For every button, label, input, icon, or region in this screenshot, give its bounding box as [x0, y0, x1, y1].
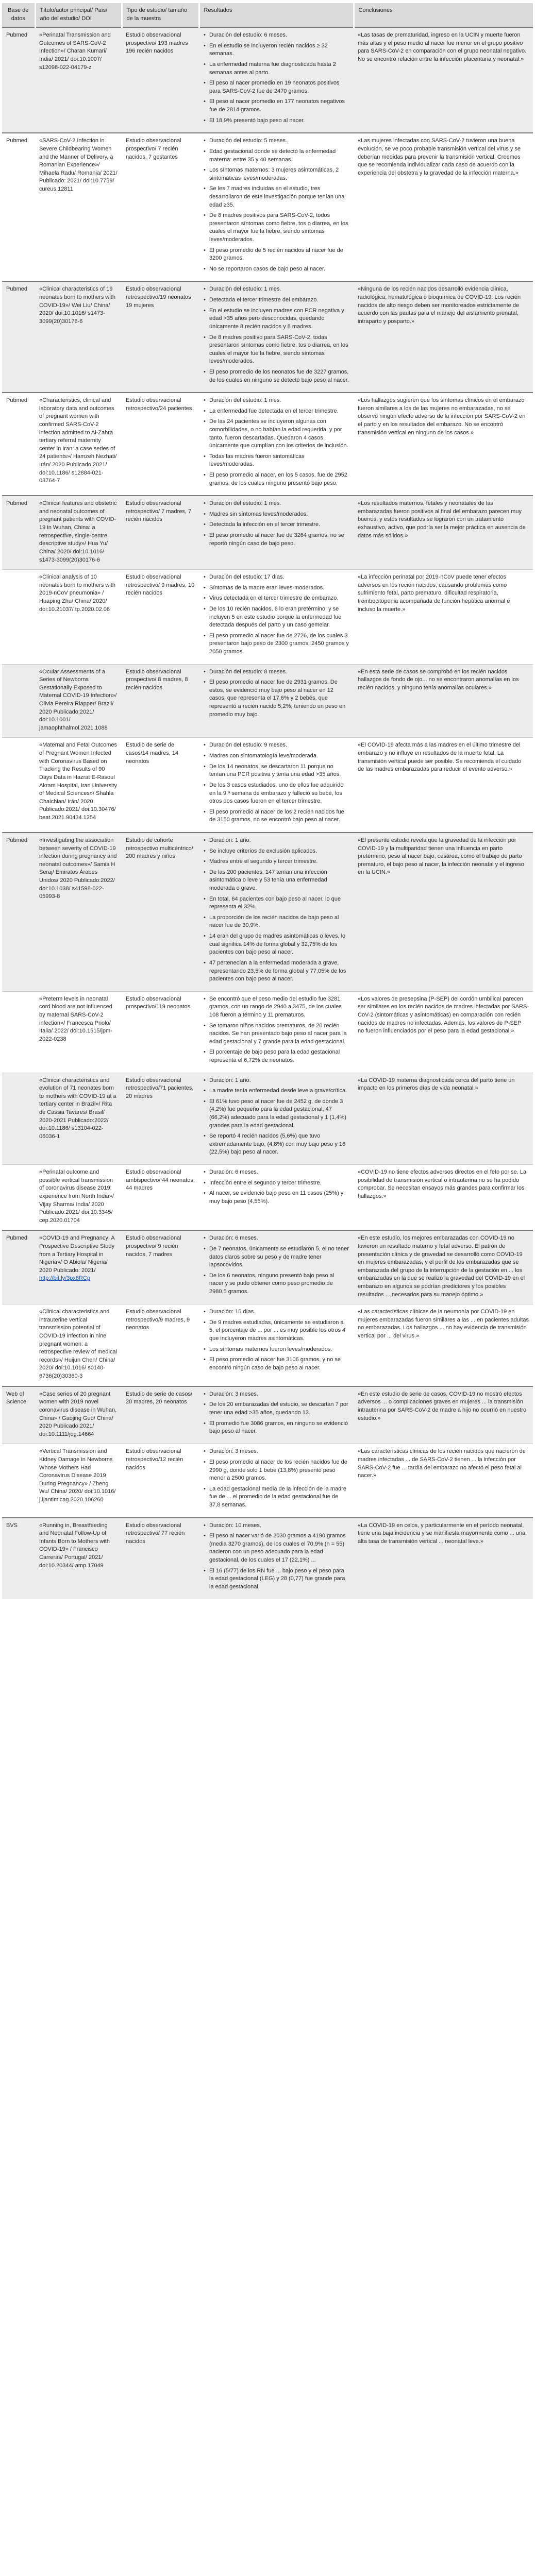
- title-link[interactable]: http://bit.ly/3px8RCp: [39, 1275, 91, 1282]
- table-row: [2, 1444, 533, 1518]
- cell-title: [35, 833, 122, 991]
- result-item: • El peso promedio al nacer fue de 2931 gramos. De estos, se evidenció muy bajo peso al nacer en 12 casos, que representa el 17,6% y 2 bebés, que representó a recién nacido 5,2%, teniendo un peso en promedio muy bajo.: [203, 679, 349, 719]
- table-row: [2, 833, 533, 991]
- title-text: «Vertical Transmission and Kidney Damage in Newborns Whose Mothers Had Coronavirus Disease 2019 During Pregnancy» / Zheng Wu/ China/ 2020/ doi:10.1016/ j.ijantimicag.2020.106260: [39, 1448, 116, 1503]
- cell-study-type: Estudio observacional retrospectivo/9 madres, 9 neonatos: [122, 1304, 199, 1386]
- result-item: • Duración del estudio: 17 días.: [203, 573, 349, 582]
- cell-study-type: Estudio de serie de casos/14 madres, 14 neonatos: [122, 738, 199, 833]
- title-text: «Preterm levels in neonatal cord blood are not influenced by maternal SARS-CoV-2 infection»/ Francesca Priolo/ Italia/ 2022/ doi:10.1515/jpm-2022-0238: [39, 995, 112, 1042]
- cell-title: [35, 570, 122, 664]
- table-row: [2, 738, 533, 833]
- result-item: • Se incluye criterios de exclusión aplicados.: [203, 848, 349, 856]
- result-item: • De 8 madres positivo para SARS-CoV-2, todas presentaron síntomas como fiebre, tos o diarrea, en los cuales el mayor fue la fiebre, siendo síntomas leves/moderados.: [203, 334, 349, 366]
- result-item: • Madres entre el segundo y tercer trimestre.: [203, 858, 349, 866]
- title-text: «Investigating the association between severity of COVID-19 infection during pregnancy and neonatal outcomes»/ Samia H Seraj/ Emiratos Árabes Unidos/ 2020 Publicado:2022/ doi:10.1038/ s41598-022-05993-8: [39, 837, 117, 900]
- cell-conclusions: [354, 1073, 533, 1164]
- cell-results: [199, 1304, 354, 1386]
- cell-database: Pubmed: [2, 833, 35, 991]
- result-item: • El promedio fue 3086 gramos, en ninguno se evidenció bajo peso al nacer.: [203, 1420, 349, 1436]
- result-item: • El peso promedio al nacer de los recién nacidos fue de 2990 g, donde solo 1 bebé (13,8%) presentó peso menor a 2500 gramos.: [203, 1459, 349, 1483]
- results-list: [203, 1168, 349, 1206]
- cell-database: [2, 991, 35, 1073]
- conclusion-text: «Los hallazgos sugieren que los síntomas clínicos en el embarazo fueron similares a los de las mujeres no embarazadas, no se observó ningún efecto adverso de la infección por SARS-CoV-2 en el parto y en los resultados del embarazo. No se encontró transmisión vertical en ninguno de los casos.»: [358, 397, 526, 436]
- results-list: [203, 1077, 349, 1157]
- cell-study-type: Estudio observacional retrospectivo/ 77 recién nacidos: [122, 1518, 199, 1599]
- cell-database: Pubmed: [2, 281, 35, 393]
- table-row: [2, 393, 533, 496]
- cell-conclusions: [354, 570, 533, 664]
- result-item: • De los 20 embarazadas del estudio, se descartan 7 por tener una edad >35 años, quedando 13.: [203, 1401, 349, 1417]
- result-item: • De las 200 pacientes, 147 tenían una infección asintomática o leve y 53 tenía una enfermedad moderada o grave.: [203, 869, 349, 893]
- cell-results: [199, 281, 354, 393]
- result-item: • En total, 64 pacientes con bajo peso al nacer, lo que representa el 32%.: [203, 895, 349, 911]
- result-item: • De 7 neonatos, únicamente se estudiaron 5, el no tener datos claros sobre su peso y de madre tener lapsocovidos.: [203, 1245, 349, 1269]
- conclusion-text: «Las mujeres infectadas con SARS-CoV-2 tuvieron una buena evolución, se ve poco probable transmisión vertical del virus y se deberían medidas para prevenir la transmisión vertical. Creemos que se recomienda individualizar cada caso de acuerdo con la experiencia del obstetra y la gravedad de la infección materna.»: [358, 138, 521, 176]
- title-text: «COVID-19 and Pregnancy: A Prospective Descriptive Study from a Tertiary Hospital in Nigeria»/ O Abiola/ Nigeria/ 2020 Publicado: 2021/: [39, 1235, 115, 1274]
- cell-title: [35, 133, 122, 281]
- result-item: • Se reportó 4 recién nacidos (5,6%) que tuvo extremadamente bajo, (4,8%) con muy bajo peso y 16 (22,5%) bajo peso al nacer.: [203, 1132, 349, 1157]
- title-text: «Perinatal outcome and possible vertical transmission of coronavirus disease 2019: experience from North India»/ Vijay Sharma/ India/ 2020 Publicado:2021/ doi:10.3345/ cep.2020.01704: [39, 1169, 114, 1224]
- cell-conclusions: [354, 1386, 533, 1444]
- cell-conclusions: [354, 991, 533, 1073]
- cell-conclusions: [354, 738, 533, 833]
- table-row: [2, 1073, 533, 1164]
- title-text: «Clinical analysis of 10 neonates born to mothers with 2019-nCoV pneumonia» / Huaping Zhu/ China/ 2020/ doi:10.21037/ tp.2020.02.06: [39, 574, 115, 613]
- result-item: • Duración del estudio: 1 mes.: [203, 285, 349, 294]
- conclusion-text: «La infección perinatal por 2019-nCoV puede tener efectos adversos en los recién nacidos, causando problemas como sufrimiento fetal, parto prematuro, dificultad respiratoria, trombocitopenia acompañada de función hepática anormal e incluso la muerte.»: [358, 574, 510, 613]
- results-list: [203, 500, 349, 548]
- result-item: • No se reportaron casos de bajo peso al nacer.: [203, 265, 349, 274]
- result-item: • Síntomas de la madre eran leves-moderados.: [203, 584, 349, 592]
- conclusion-text: «Las tasas de prematuridad, ingreso en la UCIN y muerte fueron más altas y el peso medio al nacer fue menor en el grupo positivo para SARS-CoV-2 en comparación con el grupo neonatal negativo. No se encontró relación entre la infección placentaria y neonatal.»: [358, 32, 527, 63]
- results-list: [203, 741, 349, 824]
- result-item: • De 8 madres positivos para SARS-CoV-2, todos presentaron síntomas como fiebre, tos o diarrea, en los cuales el mayor fue la fiebre, siendo síntomas leves/moderados.: [203, 212, 349, 244]
- header-base: Base de datos: [2, 3, 35, 27]
- conclusion-text: «Las características clínicas de la neumonía por COVID-19 en mujeres embarazadas fueron similares a las ... en pacientes adultas no embarazadas. Los hallazgos ... no hay evidencia de transmisión vertical por ... del virus.»: [358, 1309, 529, 1340]
- header-conclusions: Conclusiones: [354, 3, 533, 27]
- results-list: [203, 31, 349, 125]
- result-item: • 47 pertenecían a la enfermedad moderada a grave, representando 23,5% de forma global y 77,05% de los pacientes con bajo peso al nacer.: [203, 959, 349, 984]
- results-list: [203, 1522, 349, 1591]
- cell-title: [35, 738, 122, 833]
- cell-results: [199, 664, 354, 738]
- title-text: «Clinical characteristics of 19 neonates born to mothers with COVID-19»/ Wei Liu/ China/ 2020/ doi:10.1016/ s1473-3099(20)30176-6: [39, 286, 115, 325]
- cell-title: [35, 991, 122, 1073]
- result-item: • El peso promedio al nacer de los 2 recién nacidos fue de 3150 gramos, no se encontró bajo peso al nacer.: [203, 808, 349, 824]
- cell-conclusions: [354, 1165, 533, 1231]
- result-item: • Duración: 3 meses.: [203, 1448, 349, 1456]
- cell-study-type: Estudio observacional retrospectivo/24 pacientes: [122, 393, 199, 496]
- cell-title: [35, 393, 122, 496]
- result-item: • Detectada la infección en el tercer trimestre.: [203, 521, 349, 529]
- cell-study-type: Estudio observacional prospectivo/ 7 recién nacidos, 7 gestantes: [122, 133, 199, 281]
- cell-study-type: Estudio observacional retrospectivo/12 recién nacidos: [122, 1444, 199, 1518]
- results-list: [203, 285, 349, 384]
- header-type: Tipo de estudio/ tamaño de la muestra: [122, 3, 199, 27]
- cell-study-type: Estudio observacional retrospectivo/ 9 madres, 10 recién nacidos: [122, 570, 199, 664]
- title-text: «SARS-CoV-2 Infection in Severe Childbearing Women and the Manner of Delivery, a Romanian Experience»/ Mihaela Radu/ Romania/ 2021/ Publicado: 2021/ doi:10.7759/ cureus.12811: [39, 138, 118, 192]
- cell-study-type: Estudio observacional prospectivo/ 8 madres, 8 recién nacidos: [122, 664, 199, 738]
- result-item: • La edad gestacional media de la infección de la madre fue de ... el promedio de la edad gestacional fue de 37,8 semanas.: [203, 1485, 349, 1510]
- result-item: • El 61% tuvo peso al nacer fue de 2452 g, de donde 3 (4,2%) fue pequeño para la edad gestacional, 47 (66,2%) adecuado para la edad gestacional y 1 (1,4%) grandes para la edad gestacional.: [203, 1098, 349, 1130]
- title-text: «Characteristics, clinical and laboratory data and outcomes of pregnant women with confirmed SARS-CoV-2 infection admitted to Al-Zahra tertiary referral maternity center in Iran: a case series of 24 patients»/ Hamzeh Nezhati/ Irán/ 2020 Publicado:2021/ doi:10.1186/ s12884-021-03764-7: [39, 397, 117, 484]
- results-list: [203, 1448, 349, 1509]
- results-list: [203, 1308, 349, 1372]
- results-list: [203, 837, 349, 984]
- result-item: • Duración del estudio: 1 mes.: [203, 397, 349, 405]
- cell-database: [2, 1073, 35, 1164]
- cell-results: [199, 133, 354, 281]
- cell-results: [199, 496, 354, 569]
- result-item: • El peso promedio de 5 recién nacidos al nacer fue de 3200 gramos.: [203, 247, 349, 263]
- conclusion-text: «Los resultados maternos, fetales y neonatales de las embarazadas fueron positivos al final del embarazo parecen muy buenos, y estos resultados se lograron con un tratamiento exhaustivo, activo, que podría ser la mejor práctica en ausencia de datos más sólidos.»: [358, 500, 526, 539]
- cell-results: [199, 1386, 354, 1444]
- cell-title: [35, 281, 122, 393]
- result-item: • Duración: 1 año.: [203, 1077, 349, 1085]
- result-item: • El peso promedio al nacer fue de 2726, de los cuales 3 presentaron bajo peso de 2300 gramos, 2450 gramos y 2050 gramos.: [203, 632, 349, 656]
- result-item: • Duración: 3 meses.: [203, 1391, 349, 1399]
- result-item: • De los 6 neonatos, ninguno presentó bajo peso al nacer y se pudo obtener como peso promedio de 2980,5 gramos.: [203, 1272, 349, 1296]
- results-list: [203, 995, 349, 1065]
- cell-database: Pubmed: [2, 27, 35, 133]
- result-item: • Al nacer, se evidenció bajo peso en 11 casos (25%) y muy bajo peso (4,55%).: [203, 1190, 349, 1206]
- cell-results: [199, 1230, 354, 1304]
- table-body: [2, 27, 533, 1599]
- table-row: [2, 1165, 533, 1231]
- cell-study-type: Estudio observacional prospectivo/119 neonatos: [122, 991, 199, 1073]
- result-item: • Se les 7 madres incluidas en el estudio, tres desarrollaron de este investigación porque tenían una edad ≥35.: [203, 185, 349, 209]
- result-item: • Se tomaron niños nacidos prematuros, de 20 recién nacidos. Se han presentado bajo peso al nacer para la edad gestacional y 7 grande para la edad gestacional.: [203, 1022, 349, 1046]
- cell-results: [199, 1518, 354, 1599]
- cell-results: [199, 27, 354, 133]
- result-item: • El peso promedio de los neonatos fue de 3227 gramos, de los cuales en ninguno se detectó bajo peso al nacer.: [203, 368, 349, 384]
- result-item: • El peso al nacer promedio en 19 neonatos positivos para SARS-CoV-2 fue de 2470 gramos.: [203, 79, 349, 95]
- conclusion-text: «COVID-19 no tiene efectos adversos directos en el feto por se. La posibilidad de transmisión vertical o intrauterina no se ha podido comprobar. Se necesitan ensayos más grandes para confirmar los hallazgos.»: [358, 1169, 527, 1199]
- cell-study-type: Estudio observacional ambispectivo/ 44 neonatos, 44 madres: [122, 1165, 199, 1231]
- cell-results: [199, 1444, 354, 1518]
- result-item: • Duración del estudio: 8 meses.: [203, 668, 349, 676]
- cell-database: Pubmed: [2, 1230, 35, 1304]
- cell-results: [199, 1073, 354, 1164]
- conclusion-text: «Las características clínicas de los recién nacidos que nacieron de madres infectadas ... de SARS-CoV-2 tienen ... la infección por SARS-CoV-2 fue ... tardía del embarazo no afectó el peso fetal al nacer.»: [358, 1448, 526, 1479]
- table-row: [2, 1386, 533, 1444]
- result-item: • Duración: 6 meses.: [203, 1168, 349, 1177]
- title-text: «Clinical characteristics and intrauterine vertical transmission potential of COVID-19 infection in nine pregnant women: a retrospective review of medical records»/ Huijun Chen/ China/ 2020/ doi:10.1016/ s0140-6736(20)30360-3: [39, 1309, 118, 1380]
- cell-database: Pubmed: [2, 393, 35, 496]
- header-results: Resultados: [199, 3, 354, 27]
- result-item: • Infección entre el segundo y tercer trimestre.: [203, 1179, 349, 1188]
- result-item: • Todas las madres fueron sintomáticas leves/moderadas.: [203, 453, 349, 469]
- cell-study-type: Estudio de serie de casos/ 20 madres, 20 neonatos: [122, 1386, 199, 1444]
- table-row: [2, 281, 533, 393]
- results-list: [203, 397, 349, 487]
- cell-title: [35, 1165, 122, 1231]
- literature-table: [2, 3, 533, 1599]
- results-list: [203, 668, 349, 719]
- cell-study-type: Estudio observacional prospectivo/ 193 madres 196 recién nacidos: [122, 27, 199, 133]
- cell-study-type: Estudio observacional retrospectivo/19 neonatos 19 mujeres: [122, 281, 199, 393]
- conclusion-text: «Los valores de presepsina (P-SEP) del cordón umbilical parecen ser similares en los recién nacidos de madres infectadas por SARS-CoV-2 (sintomáticas y asintomáticas) en comparación con recién nacidos de madres no infectadas. Además, los valores de P-SEP no fueron influenciados por el peso para la edad gestacional.»: [358, 995, 529, 1035]
- table-row: [2, 570, 533, 664]
- cell-conclusions: [354, 1304, 533, 1386]
- result-item: • Edad gestacional donde se detectó la enfermedad materna: entre 35 y 40 semanas.: [203, 148, 349, 164]
- title-text: «Clinical characteristics and evolution of 71 neonates born to mothers with COVID-19 at a tertiary center in Brazil»/ Rita de Cássia Tavares/ Brasil/ 2020-2021 Publicado:2022/ doi:10.1186/ s13104-022-06036-1: [39, 1077, 116, 1140]
- cell-study-type: Estudio de cohorte retrospectivo multicéntrico/ 200 madres y niños: [122, 833, 199, 991]
- result-item: • El peso promedio al nacer, en los 5 casos, fue de 2952 gramos, de los cuales ninguno presentó bajo peso.: [203, 471, 349, 487]
- cell-results: [199, 570, 354, 664]
- conclusion-text: «La COVID-19 materna diagnosticada cerca del parto tiene un impacto en los primeros días de vida neonatal.»: [358, 1077, 515, 1092]
- result-item: • El 16 (5/77) de los RN fue ... bajo peso y el peso para la edad gestacional (LEG) y 28 (0,77) fue grande para la edad gestacional.: [203, 1567, 349, 1591]
- result-item: • El porcentaje de bajo peso para la edad gestacional representa el 6,72% de neonatos.: [203, 1048, 349, 1064]
- conclusion-text: «Ninguna de los recién nacidos desarrolló evidencia clínica, radiológica, hematológica o bioquímica de COVID-19. Los recién nacidos de alto riesgo deben ser monitoreados estrictamente de acuerdo con las pautas para el manejo del aislamiento prenatal, intraparto y posparto.»: [358, 286, 521, 325]
- cell-title: [35, 1230, 122, 1304]
- conclusion-text: «La COVID-19 en celos, y particularmente en el período neonatal, tiene una baja incidencia y se manifiesta mayormente como ... una alta tasa de transmisión vertical ... neonatal leve.»: [358, 1522, 526, 1545]
- table-row: [2, 1230, 533, 1304]
- table-row: [2, 1304, 533, 1386]
- table-row: [2, 991, 533, 1073]
- result-item: • El peso promedio al nacer fue de 3264 gramos; no se reportó ningún caso de bajo peso.: [203, 532, 349, 548]
- result-item: • El peso al nacer varió de 2030 gramos a 4190 gramos (media 3270 gramos), de los cuales el 70,9% (n = 55) nacieron con un peso adecuado para la edad gestacional, de los cuales el 17 (22,1%) ...: [203, 1532, 349, 1564]
- table-row: [2, 496, 533, 569]
- result-item: • La madre tenía enfermedad desde leve a grave/crítica.: [203, 1087, 349, 1095]
- result-item: • El peso promedio al nacer fue 3106 gramos, y no se encontró ningún caso de bajo peso al nacer.: [203, 1356, 349, 1372]
- results-list: [203, 137, 349, 273]
- result-item: • Duración del estudio: 1 mes.: [203, 500, 349, 508]
- cell-database: [2, 1444, 35, 1518]
- cell-title: [35, 1444, 122, 1518]
- result-item: • Duración: 15 días.: [203, 1308, 349, 1316]
- cell-results: [199, 833, 354, 991]
- cell-database: [2, 1165, 35, 1231]
- title-text: «Running in, Breastfeeding and Neonatal Follow-Up of Infants Born to Mothers with COVID-19» / Francisco Carreras/ Portugal/ 2021/ doi:10.20344/ amp.17049: [39, 1522, 110, 1569]
- title-text: «Clinical features and obstetric and neonatal outcomes of pregnant patients with COVID-19 in Wuhan, China: a retrospective, single-centre, descriptive study»/ Hua Yu/ China/ 2020/ doi:10.1016/ s1473-3099(20)30176-6: [39, 500, 117, 563]
- cell-conclusions: [354, 833, 533, 991]
- cell-database: [2, 570, 35, 664]
- cell-conclusions: [354, 27, 533, 133]
- conclusion-text: «En este estudio, los mejores embarazadas con COVID-19 no tuvieron un resultado materno y fetal adverso. El patrón de presentación clínica y de gravedad se desarrolló como COVID-19 en mujeres embarazadas, y el perfil de los embarazadas que se embarazada del grupo de la interrupción de la gestación en ... los embarazadas en la que se realizó la gravedad del COVID-19 en el embarazo en algunos se podrían predictores y los posibles resultados ... necesarios para su manejo óptimo.»: [358, 1235, 525, 1298]
- result-item: • De 9 madres estudiadas, únicamente se estudiaron a 5, el porcentaje de ... por ... es muy posible los otros 4 que incluyeron madres asintomáticas.: [203, 1319, 349, 1343]
- result-item: • Madres sin síntomas leves/moderados.: [203, 511, 349, 519]
- cell-results: [199, 1165, 354, 1231]
- cell-title: [35, 1073, 122, 1164]
- result-item: • De las 24 pacientes se incluyeron algunas con comorbilidades, o no habían la edad requerida, y por tanto, fueron descartadas. Quedaron 4 casos únicamente que cumplían con los criterios de inclusión.: [203, 418, 349, 450]
- table-row: [2, 133, 533, 281]
- result-item: • Los síntomas maternos fueron leves/moderados.: [203, 1346, 349, 1354]
- cell-results: [199, 393, 354, 496]
- table-row: [2, 1518, 533, 1599]
- results-list: [203, 573, 349, 656]
- conclusion-text: «El COVID-19 afecta más a las madres en el último trimestre del embarazo y no influye en resultados de la muerte fetal. La transmisión vertical puede ser posible. Se recomienda el cuidado de las madres embarazadas para reducir el evento adverso.»: [358, 742, 522, 773]
- cell-database: [2, 1304, 35, 1386]
- result-item: • Duración: 6 meses.: [203, 1234, 349, 1243]
- result-item: • En el estudio se incluyen madres con PCR negativa y edad >35 años pero desconocidas, quedando únicamente 8 recién nacidos y 8 madres.: [203, 307, 349, 331]
- result-item: • Se encontró que el peso medio del estudio fue 3281 gramos, con un rango de 2940 a 3475, de los cuales 108 fueron a término y 11 prematuros.: [203, 995, 349, 1020]
- result-item: • 14 eran del grupo de madres asintomáticas o leves, lo cual significa 14% de forma global y 32,75% de los pacientes con bajo peso al nacer.: [203, 933, 349, 957]
- title-text: «Case series of 20 pregnant women with 2019 novel coronavirus disease in Wuhan, China» / Gaojing Guo/ China/ 2020 Publicado:2021/ doi:10.1111/jog.14664: [39, 1391, 117, 1437]
- result-item: • Duración del estudio: 6 meses.: [203, 31, 349, 40]
- table-header: [2, 3, 533, 27]
- cell-database: [2, 738, 35, 833]
- cell-conclusions: [354, 496, 533, 569]
- cell-study-type: Estudio observacional retrospectivo/ 7 madres, 7 recién nacidos: [122, 496, 199, 569]
- result-item: • Duración del estudio: 9 meses.: [203, 741, 349, 750]
- cell-conclusions: [354, 1444, 533, 1518]
- result-item: • Los síntomas maternos: 3 mujeres asintomáticas, 2 sintomáticas leves/moderadas.: [203, 166, 349, 182]
- cell-results: [199, 738, 354, 833]
- result-item: • En el estudio se incluyeron recién nacidos ≥ 32 semanas.: [203, 42, 349, 58]
- result-item: • La proporción de los recién nacidos de bajo peso al nacer fue de 30,9%.: [203, 914, 349, 930]
- cell-study-type: Estudio observacional prospectivo/ 9 recién nacidos, 7 madres: [122, 1230, 199, 1304]
- cell-database: [2, 664, 35, 738]
- cell-title: [35, 664, 122, 738]
- cell-conclusions: [354, 393, 533, 496]
- cell-conclusions: [354, 1518, 533, 1599]
- cell-conclusions: [354, 1230, 533, 1304]
- cell-title: [35, 496, 122, 569]
- header-title: Título/autor principal/ País/ año del estudio/ DOI: [35, 3, 122, 27]
- title-text: «Ocular Assessments of a Series of Newborns Gestationally Exposed to Maternal COVID-19 Infection»/ Olivia Pereira Rlapper/ Brazil/ 2020 Publicado:2021/ doi:10.1001/ jamaophthalmol.2021.1088: [39, 668, 117, 731]
- title-text: «Perinatal Transmission and Outcomes of SARS-CoV-2 Infection»/ Charan Kumari/ India/ 2021/ doi:10.1007/ s12098-022-04179-z: [39, 32, 111, 71]
- result-item: • La enfermedad materna fue diagnosticada hasta 2 semanas antes al parto.: [203, 61, 349, 77]
- result-item: • Duración: 10 meses.: [203, 1522, 349, 1530]
- cell-database: Pubmed: [2, 496, 35, 569]
- result-item: • De los 10 recién nacidos, 6 lo eran pretérmino, y se incluyen 5 en este estudio porque la enfermedad fue detectada después del parto y un caso gemelar.: [203, 605, 349, 630]
- result-item: • Detectada el tercer trimestre del embarazo.: [203, 296, 349, 304]
- table-row: [2, 27, 533, 133]
- result-item: • De los 14 neonatos, se descartaron 11 porque no tenían una PCR positiva y tenía una edad >35 años.: [203, 763, 349, 779]
- cell-title: [35, 1518, 122, 1599]
- cell-database: BVS: [2, 1518, 35, 1599]
- cell-database: Pubmed: [2, 133, 35, 281]
- result-item: • Virus detectada en el tercer trimestre de embarazo.: [203, 595, 349, 603]
- results-list: [203, 1391, 349, 1436]
- result-item: • El peso al nacer promedio en 177 neonatos negativos fue de 2814 gramos.: [203, 98, 349, 114]
- cell-database: Web of Science: [2, 1386, 35, 1444]
- conclusion-text: «En esta serie de casos se comprobó en los recién nacidos hallazgos de fondo de ojo... no se encontraron anomalías en los recién nacidos, y ninguno tenía anomalías oculares.»: [358, 668, 519, 691]
- cell-title: [35, 1304, 122, 1386]
- conclusion-text: «El presente estudio revela que la gravedad de la infección por COVID-19 y la multiparidad tienen una influencia en parto pretérmino, peso al nacer bajo, cesárea, como el trabajo de parto prematuro, el bajo peso al nacer, la infección neonatal y el ingreso en la UCIN.»: [358, 837, 524, 876]
- cell-conclusions: [354, 664, 533, 738]
- result-item: • Duración del estudio: 5 meses.: [203, 137, 349, 145]
- result-item: • De los 3 casos estudiados, uno de ellos fue adquirido en la 9.ª semana de embarazo y falleció su bebé, los otros dos casos fueron en el tercer trimestre.: [203, 782, 349, 806]
- result-item: • La enfermedad fue detectada en el tercer trimestre.: [203, 408, 349, 416]
- title-text: «Maternal and Fetal Outcomes of Pregnant Women Infected with Coronavirus Based on Tracking the Results of 90 Days Data in Hazrat E-Rasoul Akram Hospital, Iran University of Medical Sciences»/ Shahla Chaichian/ Irán/ 2020 Publicado:2021/ doi:10.30476/ beat.2021.90434.1254: [39, 742, 118, 821]
- results-list: [203, 1234, 349, 1296]
- result-item: • Duración: 1 año.: [203, 837, 349, 845]
- cell-study-type: Estudio observacional retrospectivo/71 pacientes, 20 madres: [122, 1073, 199, 1164]
- cell-conclusions: [354, 281, 533, 393]
- result-item: • El 18,9% presentó bajo peso al nacer.: [203, 117, 349, 125]
- cell-title: [35, 1386, 122, 1444]
- result-item: • Madres con sintomatología leve/moderada.: [203, 752, 349, 760]
- conclusion-text: «En este estudio de serie de casos, COVID-19 no mostró efectos adversos ... o complicaciones graves en mujeres ... la transmisión intrauterina por SARS-CoV-2 de madre a hijo no ocurrió en nuestro estudio.»: [358, 1391, 527, 1421]
- cell-conclusions: [354, 133, 533, 281]
- cell-title: [35, 27, 122, 133]
- table-row: [2, 664, 533, 738]
- cell-results: [199, 991, 354, 1073]
